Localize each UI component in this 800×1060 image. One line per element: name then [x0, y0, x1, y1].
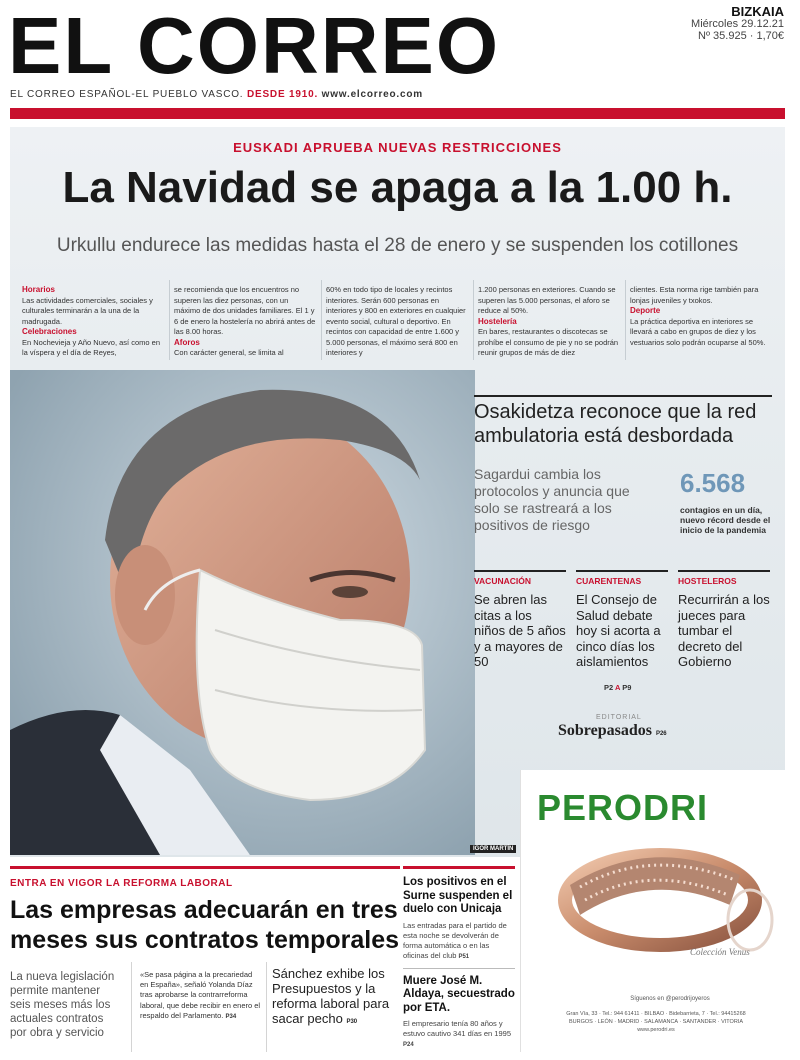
side-stories: [403, 876, 515, 1050]
column-divider: [625, 280, 626, 360]
box-label: CUARENTENAS: [576, 576, 642, 586]
ad-brand-logo: PERODRI: [537, 787, 709, 828]
box-text: El Consejo de Salud debate hoy si acorta a cinco días los aislamientos: [576, 592, 661, 669]
surne-body: Las entradas para el partido de esta noche se devolverán de forma automática o en las oficinas del club: [403, 920, 507, 960]
box-hosteleros[interactable]: [678, 570, 770, 670]
aldaya-text: [403, 1019, 515, 1050]
aldaya-body: El empresario tenía 80 años y estuvo cautivo 341 días en 1995: [403, 1019, 511, 1038]
ad-addresses: Gran Vía, 33 · Tel.: 944 61411 · BILBAO · Bidebarrieta, 7 · Tel.: 94415268: [566, 1011, 746, 1017]
column-text: se recomienda que los encuentros no superen las diez personas, con un máximo de dos unidades familiares. El 1 y 6 de enero la hostelería no abrirá antes de las 8.00 horas.: [174, 285, 316, 336]
ad-social: Síguenos en @perodrijoyeros: [630, 996, 710, 1002]
editorial-link[interactable]: [558, 722, 667, 740]
page-sep: A: [615, 683, 621, 692]
lead-headline[interactable]: La Navidad se apaga a la 1.00 h.: [62, 163, 733, 212]
cases-number: 6.568: [680, 468, 746, 498]
lead-column-3: [326, 285, 468, 359]
tagline-since: DESDE 1910.: [246, 89, 319, 100]
osakidetza-headline[interactable]: Osakidetza reconoce que la red ambulatoria está desbordada: [474, 401, 757, 447]
tagline-web: www.elcorreo.com: [321, 89, 423, 100]
box-text: Se abren las citas a los niños de 5 años y a mayores de 50: [474, 592, 566, 669]
lead-column-2: [174, 285, 316, 359]
osakidetza-subhead: Sagardui cambia los protocolos y anuncia que solo se rastreará a los positivos de riesgo: [474, 466, 630, 533]
column-text: clientes. Esta norma rige también para lonjas juveniles y txokos.: [630, 285, 759, 305]
page-from: P2: [604, 683, 614, 692]
lead-column-1: [22, 285, 164, 359]
bottom-column-text: [140, 970, 262, 1022]
tagline-main: EL CORREO ESPAÑOL-EL PUEBLO VASCO.: [10, 89, 244, 100]
edition-info: [691, 6, 784, 42]
column-text: Con carácter general, se limita al: [174, 348, 284, 357]
column-divider: [169, 280, 170, 360]
ad-cities: BURGOS · LEÓN · MADRID · SALAMANCA · SANTANDER · VITORIA: [569, 1019, 743, 1025]
box-rule: [576, 570, 668, 572]
column-divider: [131, 962, 132, 1052]
column-divider: [473, 280, 474, 360]
editorial-page: P26: [655, 731, 667, 737]
surne-text: [403, 921, 515, 962]
box-cuarentenas[interactable]: [576, 570, 668, 670]
cases-caption: contagios en un día, nuevo récord desde el inicio de la pandemia: [680, 505, 771, 535]
aldaya-headline[interactable]: Muere José M. Aldaya, secuestrado por ETA.: [403, 974, 515, 1014]
surne-headline[interactable]: Los positivos en el Surne suspenden el duelo con Unicaja: [403, 876, 513, 915]
column-text: La práctica deportiva en interiores se llevará a cabo en grupos de diez y los vestuarios solo podrán ocuparse al 50%.: [630, 316, 766, 347]
lead-subhead: Urkullu endurece las medidas hasta el 28 de enero y se suspenden los cotillones: [56, 235, 739, 256]
budget-headline: Sánchez exhibe los Presupuestos y la reforma laboral para sacar pecho: [272, 966, 390, 1026]
ring-icon: [550, 825, 780, 955]
column-text: En bares, restaurantes o discotecas se prohíbe el consumo de pie y no se podrán reunir grupos de más de diez: [478, 327, 619, 357]
column-heading: Deporte: [630, 306, 661, 315]
budget-story[interactable]: [272, 966, 397, 1030]
surne-page: P51: [458, 953, 470, 960]
column-heading: Hostelería: [478, 316, 517, 326]
column-heading: Horarios: [22, 285, 55, 294]
photo-credit: IGOR MARTÍN: [470, 845, 516, 853]
bottom-headline[interactable]: Las empresas adecuarán en tres meses sus contratos temporales: [10, 896, 400, 954]
edition-date: Miércoles 29.12.21: [691, 18, 784, 30]
box-label: VACUNACIÓN: [474, 576, 531, 586]
lead-column-5: [630, 285, 772, 348]
column-divider: [321, 280, 322, 360]
column-text: En Nochevieja y Año Nuevo, así como en la víspera y el día de Reyes,: [22, 337, 160, 357]
bottom-quote: «Se pasa página a la precariedad en España», señaló Yolanda Díaz tras aprobarse la contrarreforma laboral, que debe recibir en enero el respaldo del Parlamento.: [140, 970, 261, 1020]
budget-page: P30: [346, 1019, 358, 1025]
side-divider: [403, 968, 515, 969]
box-rule: [678, 570, 770, 572]
box-text: Recurrirán a los jueces para tumbar el decreto del Gobierno: [678, 592, 770, 669]
column-divider: [266, 962, 267, 1052]
box-label: HOSTELEROS: [678, 576, 737, 586]
masthead-tagline: [10, 89, 423, 100]
box-vacunacion[interactable]: [474, 570, 566, 670]
column-text: 60% en todo tipo de locales y recintos interiores. Serán 600 personas en interiores y 800 en exteriores en cualquier evento social, cultural o deportivo. En recintos con capacidad de entre 1.600 y 5.000 personas, el máximo será 800 en interiores y: [326, 285, 466, 357]
edition-region: BIZKAIA: [731, 4, 784, 19]
masthead-red-bar: [10, 108, 785, 119]
aldaya-page: P24: [403, 1042, 414, 1048]
section-rule: [474, 395, 772, 397]
column-heading: Aforos: [174, 337, 200, 347]
editorial-title: Sobrepasados: [558, 722, 652, 739]
side-red-rule: [403, 866, 515, 869]
bottom-quote-page: P34: [225, 1013, 237, 1020]
box-rule: [474, 570, 566, 572]
ad-web: www.perodri.es: [637, 1027, 675, 1033]
column-text: 1.200 personas en exteriores. Cuando se superen las 5.000 personas, el aforo se reduce al 50%.: [478, 285, 616, 315]
lead-column-4: [478, 285, 620, 359]
column-text: Las actividades comerciales, sociales y culturales terminarán a la una de la madrugada.: [22, 295, 153, 326]
edition-issue: Nº 35.925 · 1,70€: [698, 30, 784, 42]
bottom-subhead: La nueva legislación permite mantener seis meses más los actuales contratos por obra y servicio: [10, 971, 115, 1039]
page-range: [604, 683, 631, 692]
lead-kicker: EUSKADI APRUEBA NUEVAS RESTRICCIONES: [233, 140, 562, 155]
bottom-red-rule: [10, 866, 400, 869]
column-heading: Celebraciones: [22, 327, 77, 336]
portrait-illustration: [10, 370, 475, 855]
masthead-title: EL CORREO: [8, 1, 501, 90]
ad-collection: Colección Venus: [690, 947, 750, 957]
lead-photo[interactable]: [10, 370, 475, 855]
ad-footer: [530, 1010, 782, 1034]
bottom-kicker: ENTRA EN VIGOR LA REFORMA LABORAL: [10, 878, 233, 889]
page-to: P9: [622, 683, 632, 692]
editorial-label: EDITORIAL: [596, 714, 642, 721]
